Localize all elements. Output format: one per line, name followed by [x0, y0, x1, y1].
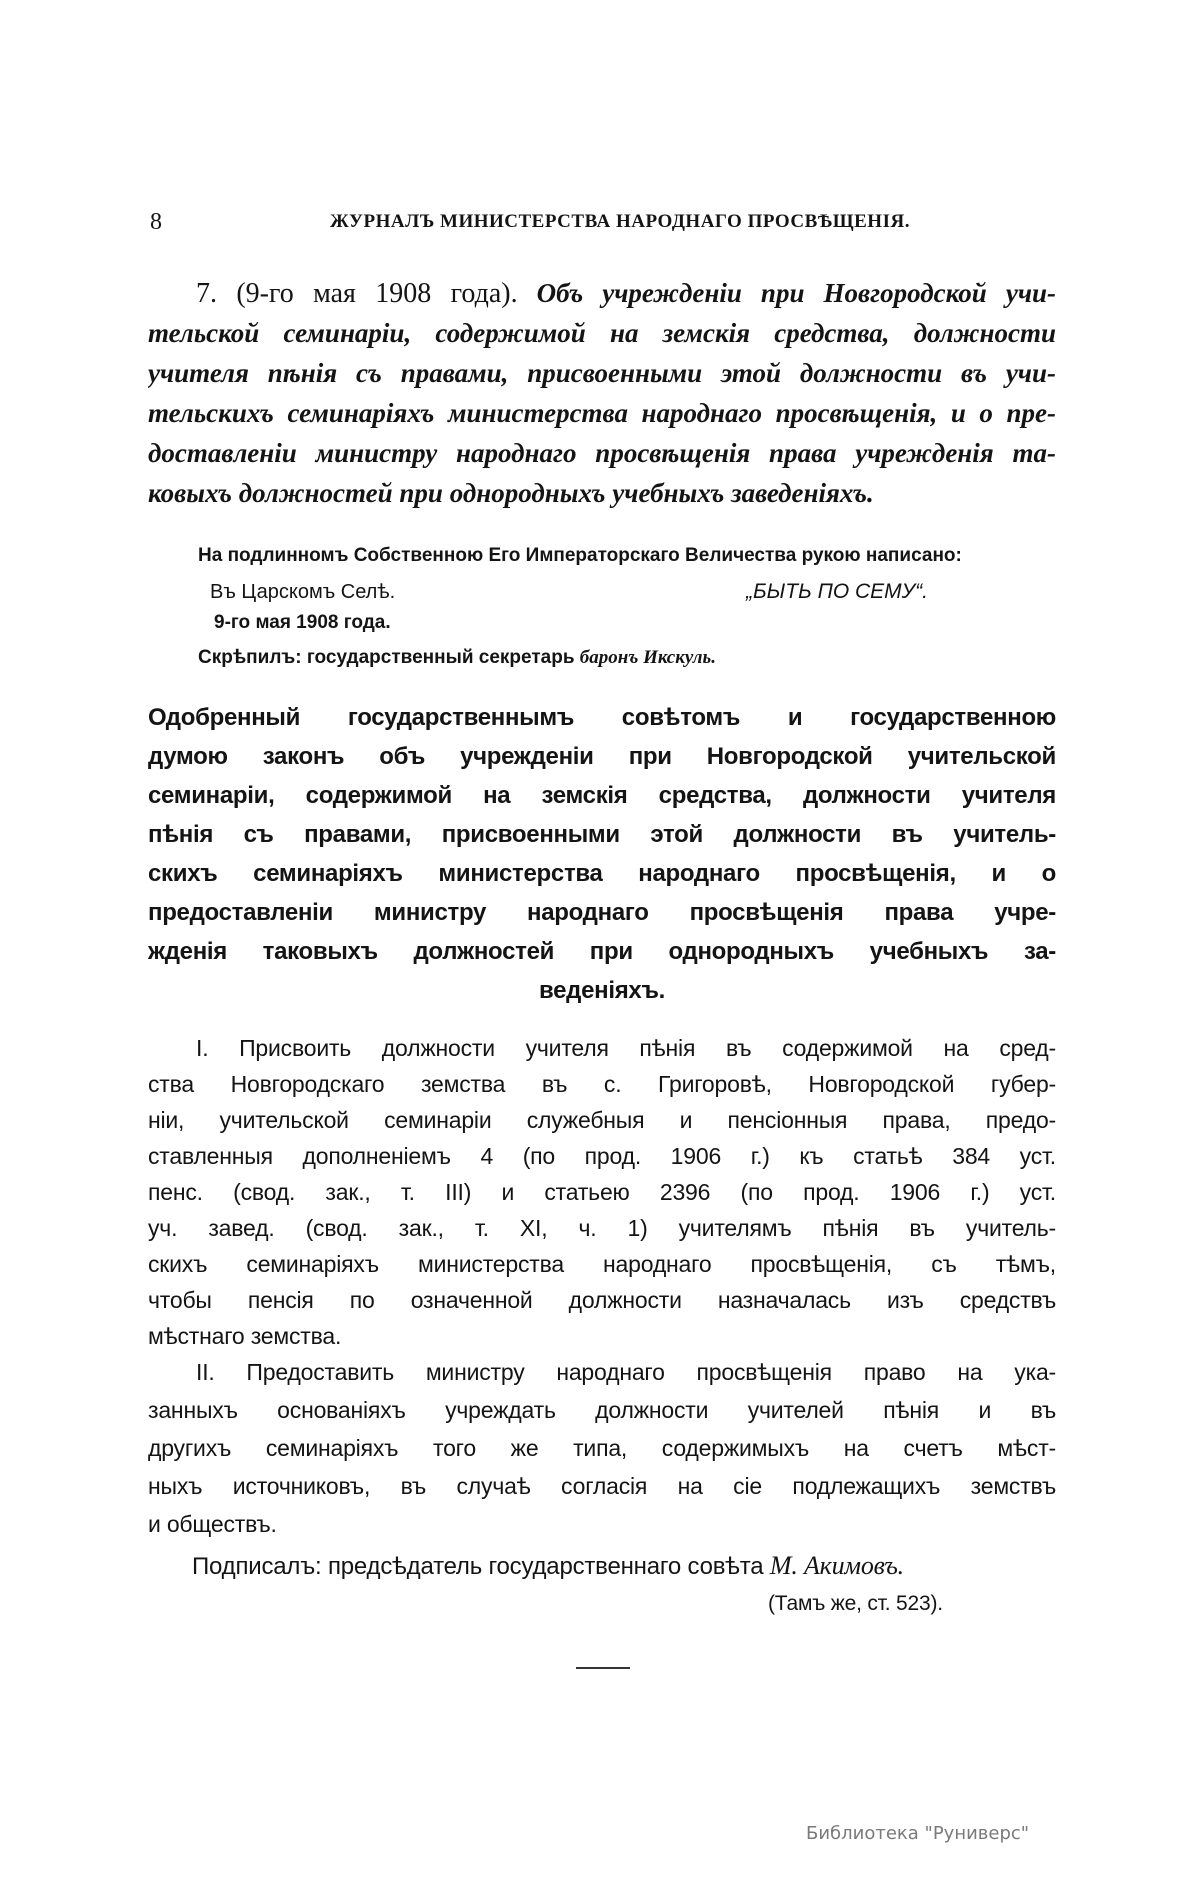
- item-title-line: [196, 273, 1056, 313]
- assent-date: 9-го мая 1908 года.: [214, 612, 391, 633]
- article-line: уч. завед. (свод. зак., т. XI, ч. 1) учителямъ пѣнія въ учитель-: [148, 1215, 1056, 1241]
- article-line: скихъ семинаріяхъ министерства народнаго просвѣщенія, съ тѣмъ,: [148, 1251, 1056, 1277]
- signature: [192, 1546, 904, 1586]
- law-title-line: веденіяхъ.: [538, 977, 666, 1004]
- law-title-line: скихъ семинаріяхъ министерства народнаго просвѣщенія, и о: [148, 860, 1056, 887]
- article-line: ставленныя дополненіемъ 4 (по прод. 1906 г.) къ статьѣ 384 уст.: [148, 1143, 1056, 1169]
- law-title-line: семинаріи, содержимой на земскія средства, должности учителя: [148, 782, 1056, 809]
- article-line: ніи, учительской семинаріи служебныя и пенсіонныя права, предо-: [148, 1107, 1056, 1133]
- item-title-line: ковыхъ должностей при однородныхъ учебныхъ заведеніяхъ.: [148, 478, 874, 508]
- countersignature: [198, 638, 716, 678]
- countersign-prefix: Скрѣпилъ: государственный секретарь: [198, 647, 575, 668]
- countersign-name: баронъ Икскуль.: [579, 647, 716, 668]
- law-title-line: пѣнія съ правами, присвоенными этой должности въ учитель-: [148, 821, 1056, 848]
- section-divider: [576, 1667, 630, 1669]
- assent-resolution: „БЫТЬ ПО СЕМУ“.: [746, 580, 928, 603]
- article-line: чтобы пенсія по означенной должности назначалась изъ средствъ: [148, 1287, 1056, 1313]
- article-line: II. Предоставить министру народнаго просвѣщенія право на ука-: [196, 1359, 1056, 1385]
- law-title-line: жденія таковыхъ должностей при однородныхъ учебныхъ за-: [148, 938, 1056, 965]
- signature-prefix: Подписалъ: предсѣдатель государственнаго совѣта: [192, 1553, 764, 1580]
- assent-place: Въ Царскомъ Селѣ.: [210, 581, 396, 603]
- article-line: и обществъ.: [148, 1511, 277, 1537]
- article-line: ныхъ источниковъ, въ случаѣ согласія на сіе подлежащихъ земствъ: [148, 1473, 1056, 1499]
- law-title-line: думою законъ объ учрежденіи при Новгородской учительской: [148, 743, 1056, 770]
- item-title-line: тельскихъ семинаріяхъ министерства народнаго просвѣщенія, и о пре-: [148, 398, 1056, 428]
- page-number: 8: [150, 209, 163, 235]
- item-number-date: 7. (9-го мая 1908 года).: [196, 278, 518, 309]
- item-title-line: учителя пѣнія съ правами, присвоенными этой должности въ учи-: [148, 358, 1056, 388]
- article-line: другихъ семинаріяхъ того же типа, содержимыхъ на счетъ мѣст-: [148, 1435, 1056, 1461]
- article-line: мѣстнаго земства.: [148, 1323, 342, 1349]
- item-title-line: тельской семинаріи, содержимой на земскія средства, должности: [148, 318, 1056, 348]
- law-title-line: Одобренный государственнымъ совѣтомъ и государственною: [148, 704, 1056, 731]
- item-title-line: доставленіи министру народнаго просвѣщенія права учрежденія та-: [148, 438, 1056, 468]
- library-watermark: Библиотека "Руниверс": [806, 1823, 1030, 1844]
- article-line: пенс. (свод. зак., т. III) и статьею 2396 (по прод. 1906 г.) уст.: [148, 1179, 1056, 1205]
- running-title: ЖУРНАЛЪ МИНИСТЕРСТВА НАРОДНАГО ПРОСВѢЩЕНІЯ.: [330, 211, 910, 232]
- article-line: I. Присвоить должности учителя пѣнія въ содержимой на сред-: [196, 1035, 1056, 1061]
- law-title-line: предоставленіи министру народнаго просвѣщенія права учре-: [148, 899, 1056, 926]
- source-reference: (Тамъ же, ст. 523).: [768, 1592, 943, 1615]
- assent-note: На подлинномъ Собственною Его Императорскаго Величества рукою написано:: [198, 545, 962, 566]
- article-line: занныхъ основаніяхъ учреждать должности учителей пѣнія и въ: [148, 1397, 1056, 1423]
- item-title-text: Объ учрежденіи при Новгородской учи-: [536, 278, 1056, 308]
- article-line: ства Новгородскаго земства въ с. Григоровѣ, Новгородской губер-: [148, 1071, 1056, 1097]
- signature-name: М. Акимовъ.: [769, 1551, 904, 1580]
